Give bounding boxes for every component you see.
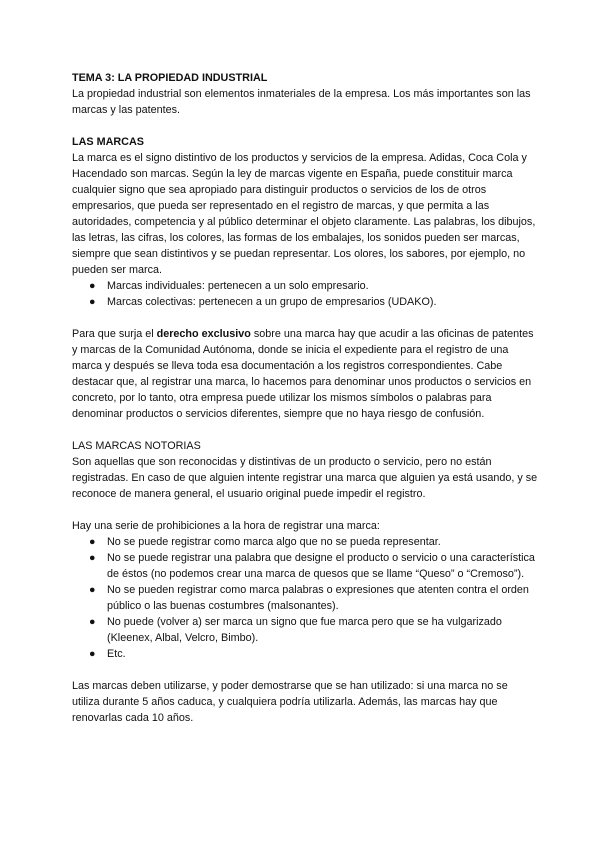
marcas-types-list [72, 278, 538, 310]
list-item: ● Etc. [89, 648, 126, 660]
list-item: ● No se puede registrar una palabra que designe el producto o servicio o una característica de éstos (no podemos crear una marca de quesos que se llame “Queso” o “Cremoso”). [89, 552, 535, 580]
document-title: TEMA 3: LA PROPIEDAD INDUSTRIAL [72, 72, 268, 84]
list-item: ● No se puede registrar como marca algo que no se pueda representar. [89, 536, 441, 548]
prohibiciones-intro: Hay una serie de prohibiciones a la hora de registrar una marca: [72, 520, 380, 532]
intro-paragraph: La propiedad industrial son elementos inmateriales de la empresa. Los más importantes son las marcas y las patentes. [72, 88, 531, 116]
notorias-paragraph: Son aquellas que son reconocidas y distintivas de un producto o servicio, pero no están registradas. En caso de que alguien intente registrar una marca que alguien ya está usando, y se reconoce de manera general, el usuario original puede impedir el registro. [72, 456, 538, 500]
list-item: ● No puede (volver a) ser marca un signo que fue marca pero que se ha vulgarizado (Kleenex, Albal, Velcro, Bimbo). [89, 616, 502, 644]
bullet-icon: ● [89, 280, 96, 292]
derecho-paragraph: Para que surja el derecho exclusivo sobre una marca hay que acudir a las oficinas de patentes y marcas de la Comunidad Autónoma, donde se inicia el expediente para el registro de una marca y después se lleva toda esa documentación a los registros correspondientes. Cabe destacar que, al registrar una marca, lo hacemos para denominar unos productos o servicios en concreto, por lo tanto, otra empresa puede utilizar los mismos símbolos o palabras para denominar productos o servicios diferentes, siempre que no haya riesgo de confusión. [72, 328, 534, 420]
bullet-icon: ● [89, 616, 96, 628]
bullet-icon: ● [89, 648, 96, 660]
list-item: ● Marcas individuales: pertenecen a un solo empresario. [89, 280, 369, 292]
closing-paragraph: Las marcas deben utilizarse, y poder demostrarse que se han utilizado: si una marca no se utiliza durante 5 años caduca, y cualquiera podría utilizarla. Además, las marcas hay que renovarlas cada 10 años. [72, 680, 508, 724]
list-item: ● Marcas colectivas: pertenecen a un grupo de empresarios (UDAKO). [89, 296, 437, 308]
bullet-icon: ● [89, 552, 96, 564]
bullet-icon: ● [89, 296, 96, 308]
marcas-paragraph: La marca es el signo distintivo de los productos y servicios de la empresa. Adidas, Coca Cola y Hacendado son marcas. Según la ley de marcas vigente en España, puede constituir marca cualquier signo que sea apropiado para distinguir productos o servicios de los de otros empresarios, que pueda ser representado en el registro de marcas, y que permita a las autoridades, competencia y al público determinar el objeto claramente. Las palabras, los dibujos, las letras, las cifras, los colores, las formas de los embalajes, los sonidos pueden ser marcas, siempre que sean distintivos y se puedan representar. Los olores, los sabores, por ejemplo, no pueden ser marca. [72, 152, 536, 276]
marcas-heading: LAS MARCAS [72, 136, 144, 148]
notorias-heading: LAS MARCAS NOTORIAS [72, 440, 201, 452]
derecho-exclusivo-bold: derecho exclusivo [156, 328, 251, 340]
list-item: ● No se pueden registrar como marca palabras o expresiones que atenten contra el orden público o las buenas costumbres (malsonantes). [89, 584, 529, 612]
prohibiciones-list [72, 534, 538, 662]
bullet-icon: ● [89, 536, 96, 548]
bullet-icon: ● [89, 584, 96, 596]
document-body [72, 70, 538, 726]
